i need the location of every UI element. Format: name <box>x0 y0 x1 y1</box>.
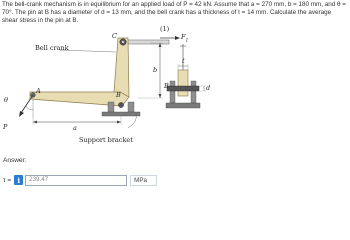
label-c: C <box>112 32 117 40</box>
label-t: t <box>182 57 185 65</box>
label-a-dim: a <box>73 124 77 132</box>
label-support-bracket: Support bracket <box>79 136 133 144</box>
load-p-arrow <box>21 95 33 113</box>
label-b-dim: b <box>153 66 158 74</box>
label-d: d <box>206 84 211 92</box>
bracket-left-plate <box>108 102 114 112</box>
label-b-pin: B <box>116 91 121 99</box>
bracket-right-plate <box>128 102 134 112</box>
bell-crank-figure <box>0 26 350 160</box>
label-f1: $F_1$ <box>181 33 189 44</box>
answer-label: Answer: <box>3 157 27 164</box>
label-bell-crank: Bell crank <box>35 44 69 52</box>
detail-crank <box>178 70 188 96</box>
pin-detail-view <box>166 44 206 108</box>
link-1 <box>123 40 169 44</box>
label-1: (1) <box>160 25 170 33</box>
problem-statement: The bell-crank mechanism is in equilibrium for an applied load of P = 42 kN. Assume that a = 270 mm, b = 180 mm, and θ = 70°. The pin at B has a diameter of d = 13 mm, and the bell crank has a thickness of t = 14 mm. Calculate the average shear stress in the pin at B. <box>2 1 346 25</box>
pin-b <box>118 102 123 107</box>
label-b-detail: B <box>164 82 169 90</box>
info-icon[interactable]: i <box>14 175 23 185</box>
answer-row <box>3 174 157 186</box>
unit-display: MPa <box>130 175 157 186</box>
answer-variable: τ = <box>3 176 12 184</box>
label-a-pin: A <box>36 87 41 95</box>
detail-pin <box>167 86 199 91</box>
label-p: P <box>3 123 8 131</box>
answer-input[interactable]: 239.47 <box>25 175 127 186</box>
label-theta: θ <box>4 96 8 104</box>
pin-c-center <box>122 41 124 43</box>
